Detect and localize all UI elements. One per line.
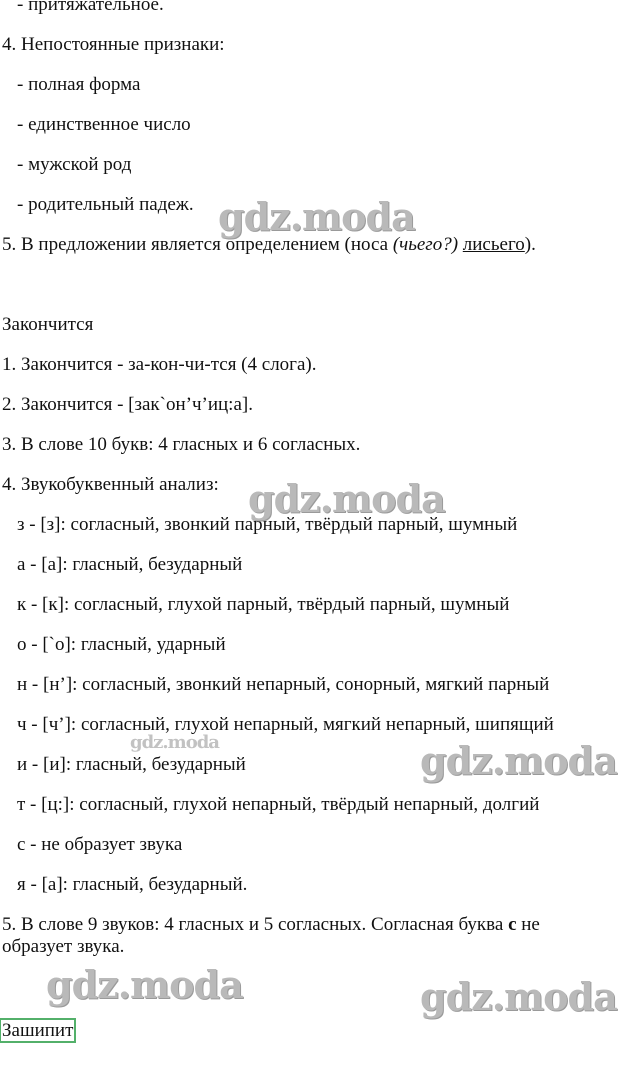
- text-line: 1. Закончится - за-кон-чи-тся (4 слога).: [2, 354, 317, 375]
- text-line: 4. Непостоянные признаки:: [2, 34, 225, 55]
- watermark-logo: gdz.moda: [248, 476, 445, 521]
- text-line: к - [к]: согласный, глухой парный, твёрдый парный, шумный: [17, 594, 510, 615]
- text-line: - притяжательное.: [17, 0, 164, 15]
- bold-letter: с: [508, 914, 517, 935]
- question-italic: (чьего?): [392, 234, 459, 255]
- text-line: а - [а]: гласный, безударный: [17, 554, 243, 575]
- text-span: 5. В предложении является определением (носа: [2, 234, 393, 255]
- text-line: и - [и]: гласный, безударный: [17, 754, 246, 775]
- text-line: - полная форма: [17, 74, 141, 95]
- underlined-word: лисьего: [462, 234, 525, 255]
- highlight-box: Зашипит: [0, 1018, 76, 1043]
- text-line: з - [з]: согласный, звонкий парный, твёрдый парный, шумный: [17, 514, 518, 535]
- section-heading: Закончится: [2, 314, 94, 335]
- text-line: 2. Закончится - [зак`он’ч’иц:а].: [2, 394, 253, 415]
- watermark-logo: gdz.moda: [218, 194, 415, 239]
- text-line: н - [н’]: согласный, звонкий непарный, сонорный, мягкий парный: [17, 674, 550, 695]
- watermark-logo: gdz.moda: [46, 962, 243, 1007]
- text-span: 5. В слове 9 звуков: 4 гласных и 5 согласных. Согласная буква: [2, 914, 509, 935]
- watermark-logo: gdz.moda: [130, 732, 219, 753]
- text-line: [2, 914, 540, 936]
- text-line: с - не образует звука: [17, 834, 183, 855]
- text-line: ч - [ч’]: согласный, глухой непарный, мягкий непарный, шипящий: [17, 714, 554, 735]
- text-line: т - [ц:]: согласный, глухой непарный, твёрдый непарный, долгий: [17, 794, 540, 815]
- watermark-logo: gdz.moda: [420, 738, 617, 783]
- text-line: 4. Звукобуквенный анализ:: [2, 474, 219, 495]
- text-line: 3. В слове 10 букв: 4 гласных и 6 согласных.: [2, 434, 361, 455]
- text-line: - мужской род: [17, 154, 132, 175]
- text-span: ).: [524, 234, 536, 255]
- watermark-logo: gdz.moda: [420, 974, 617, 1019]
- text-line: - родительный падеж.: [17, 194, 194, 215]
- text-span: не: [516, 914, 540, 935]
- text-line: я - [а]: гласный, безударный.: [17, 874, 248, 895]
- text-line: - единственное число: [17, 114, 191, 135]
- text-line: о - [`о]: гласный, ударный: [17, 634, 226, 655]
- section-heading: [2, 1020, 76, 1042]
- text-line: образует звука.: [2, 936, 125, 957]
